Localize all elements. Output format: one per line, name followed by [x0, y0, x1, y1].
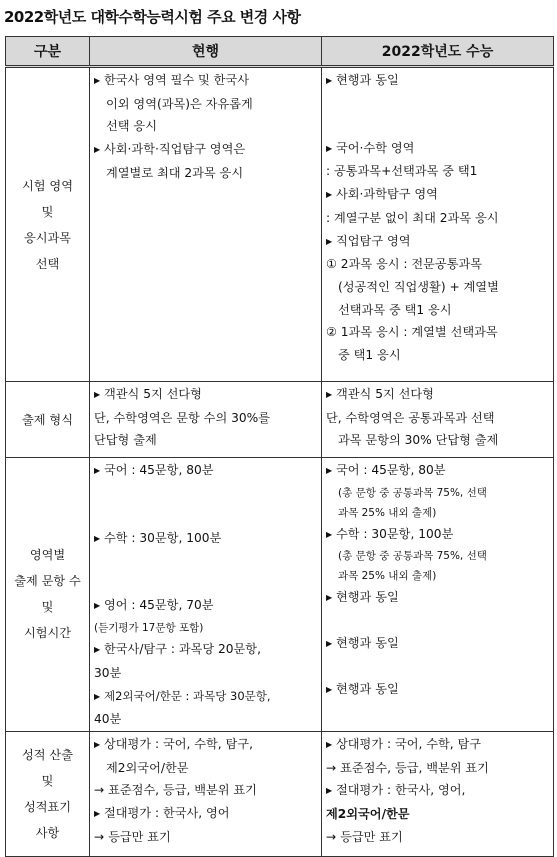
current-cell — [90, 67, 322, 382]
header-new: 2022학년도 수능 — [322, 37, 554, 67]
list-item: ▶ 상대평가 : 국어, 수학, 탐구 — [326, 733, 549, 757]
label-line: 시험 영역 — [22, 178, 73, 193]
label-line: 선택 — [35, 256, 60, 271]
bullet-icon: ▶ — [326, 76, 333, 85]
bullet-icon: ▶ — [94, 809, 101, 819]
list-item: ▶ 국어 : 45문항, 80분 — [326, 459, 549, 483]
text-line: (총 문항 중 공통과목 75%, 선택 — [338, 550, 487, 563]
list-item: ▶ 현행과 동일 — [326, 69, 549, 93]
bullet-icon: ▶ — [326, 639, 333, 649]
bullet-icon: ▶ — [326, 390, 333, 399]
list-item: ▶ 수학 : 30문항, 100분 — [326, 523, 549, 547]
label-line: 및 — [41, 600, 54, 615]
label-line: 영역별 — [29, 548, 66, 563]
text-line: 계열별로 최대 2과목 응시 — [106, 165, 244, 180]
row-scoring — [6, 731, 554, 856]
current-cell — [90, 731, 322, 856]
row-questions-time — [6, 458, 554, 732]
bullet-icon: ▶ — [94, 601, 101, 611]
list-item: ▶ 국어 : 45문항, 80분 — [94, 459, 317, 483]
row-format — [6, 382, 554, 458]
list-item: ▶ 현행과 동일 — [326, 586, 549, 610]
new-cell — [322, 382, 554, 458]
bullet-icon: ▶ — [326, 786, 333, 796]
changes-table — [5, 36, 554, 857]
list-item: ▶ 객관식 5지 선다형 — [326, 383, 549, 407]
text-line: 단, 수학영역은 공통과목과 선택 — [326, 410, 495, 425]
row-label: 출제 형식 — [6, 382, 90, 458]
list-item: ▶ 현행과 동일 — [326, 632, 549, 656]
row-label — [6, 67, 90, 382]
bullet-icon: ▶ — [326, 143, 333, 153]
text-line: 중 택1 응시 — [338, 348, 401, 363]
page-title: 2022학년도 대학수학능력시험 주요 변경 사항 — [4, 8, 301, 26]
text-line: 단답형 출제 — [94, 433, 157, 448]
bullet-icon: ▶ — [94, 533, 101, 543]
list-item: ▶ 한국사 영역 필수 및 한국사 — [94, 69, 317, 93]
bullet-icon: ▶ — [94, 145, 101, 155]
new-cell — [322, 458, 554, 732]
label-line: 성적표기 — [23, 799, 72, 814]
text-line: ① 2과목 응시 : 전문공통과목 — [326, 257, 483, 272]
list-item: ▶ 영어 : 45문항, 70분 — [94, 594, 317, 618]
text-line: 과목 25% 내외 출제) — [338, 506, 437, 519]
list-item: ▶ 현행과 동일 — [326, 678, 549, 702]
list-item: ▶ 사회·과학·직업탐구 영역은 — [94, 138, 317, 162]
label-line: 응시과목 — [23, 230, 72, 245]
bullet-icon: ▶ — [94, 76, 101, 85]
bullet-icon: ▶ — [326, 529, 333, 539]
label-line: 및 — [41, 204, 54, 219]
text-line: 단, 수학영역은 문항 수의 30%를 — [94, 410, 270, 425]
label-line: 및 — [41, 773, 54, 788]
bullet-icon: ▶ — [94, 390, 101, 399]
label-line: 시험시간 — [23, 626, 72, 641]
bullet-icon: ▶ — [94, 739, 101, 749]
text-line: → 표준점수, 등급, 백분위 표기 — [94, 783, 257, 798]
bullet-icon: ▶ — [94, 645, 101, 655]
list-item: ▶ 절대평가 : 한국사, 영어, — [326, 779, 549, 803]
text-line: 이외 영역(과목)은 자유롭게 — [106, 96, 253, 111]
text-line: 과목 25% 내외 출제) — [338, 570, 437, 583]
new-cell — [322, 731, 554, 856]
bullet-icon: ▶ — [326, 593, 333, 603]
row-exam-area — [6, 67, 554, 382]
text-line: (듣기평가 17문항 포함) — [94, 622, 204, 635]
row-label — [6, 731, 90, 856]
text-line: 선택과목 중 택1 응시 — [338, 302, 452, 317]
list-item: ▶ 수학 : 30문항, 100분 — [94, 527, 317, 551]
label-line: 사항 — [35, 825, 60, 840]
header-current: 현행 — [90, 37, 322, 67]
text-line: 제2외국어/한문 — [326, 807, 410, 822]
text-line: 선택 응시 — [106, 119, 157, 134]
list-item: ▶ 상대평가 : 국어, 수학, 탐구, — [94, 733, 317, 757]
current-cell — [90, 382, 322, 458]
text-line: → 등급만 표기 — [94, 829, 171, 844]
bullet-icon: ▶ — [326, 684, 333, 694]
list-item: ▶ 객관식 5지 선다형 — [94, 383, 317, 407]
bullet-icon: ▶ — [94, 691, 101, 701]
text-line: : 계열구분 없이 최대 2과목 응시 — [326, 210, 499, 225]
header-row — [6, 37, 554, 67]
bullet-icon: ▶ — [326, 466, 333, 475]
text-line: (성공적인 직업생활) + 계열별 — [338, 279, 499, 294]
bullet-icon: ▶ — [94, 466, 101, 475]
text-line: 40분 — [94, 712, 122, 727]
list-item: ▶ 국어·수학 영역 — [326, 137, 549, 161]
bullet-icon: ▶ — [326, 739, 333, 749]
list-item: ▶ 절대평가 : 한국사, 영어 — [94, 802, 317, 826]
text-line: → 등급만 표기 — [326, 829, 403, 844]
header-category: 구분 — [6, 37, 90, 67]
new-cell — [322, 67, 554, 382]
text-line: 30분 — [94, 665, 122, 680]
row-label — [6, 458, 90, 732]
list-item: ▶ 한국사/탐구 : 과목당 20문항, — [94, 638, 317, 662]
bullet-icon: ▶ — [326, 236, 333, 246]
list-item: ▶ 사회·과학탐구 영역 — [326, 183, 549, 207]
list-item: ▶ 직업탐구 영역 — [326, 230, 549, 254]
text-line: 제2외국어/한문 — [106, 760, 189, 775]
bullet-icon: ▶ — [326, 190, 333, 200]
text-line: 과목 문항의 30% 단답형 출제 — [338, 433, 499, 448]
list-item: ▶ 제2외국어/한문 : 과목당 30문항, — [94, 685, 317, 709]
text-line: → 표준점수, 등급, 백분위 표기 — [326, 760, 489, 775]
current-cell — [90, 458, 322, 732]
text-line: (총 문항 중 공통과목 75%, 선택 — [338, 486, 487, 499]
text-line: : 공통과목+선택과목 중 택1 — [326, 164, 478, 179]
text-line: ② 1과목 응시 : 계열별 선택과목 — [326, 325, 498, 340]
label-line: 출제 문항 수 — [14, 574, 81, 589]
label-line: 성적 산출 — [22, 747, 73, 762]
